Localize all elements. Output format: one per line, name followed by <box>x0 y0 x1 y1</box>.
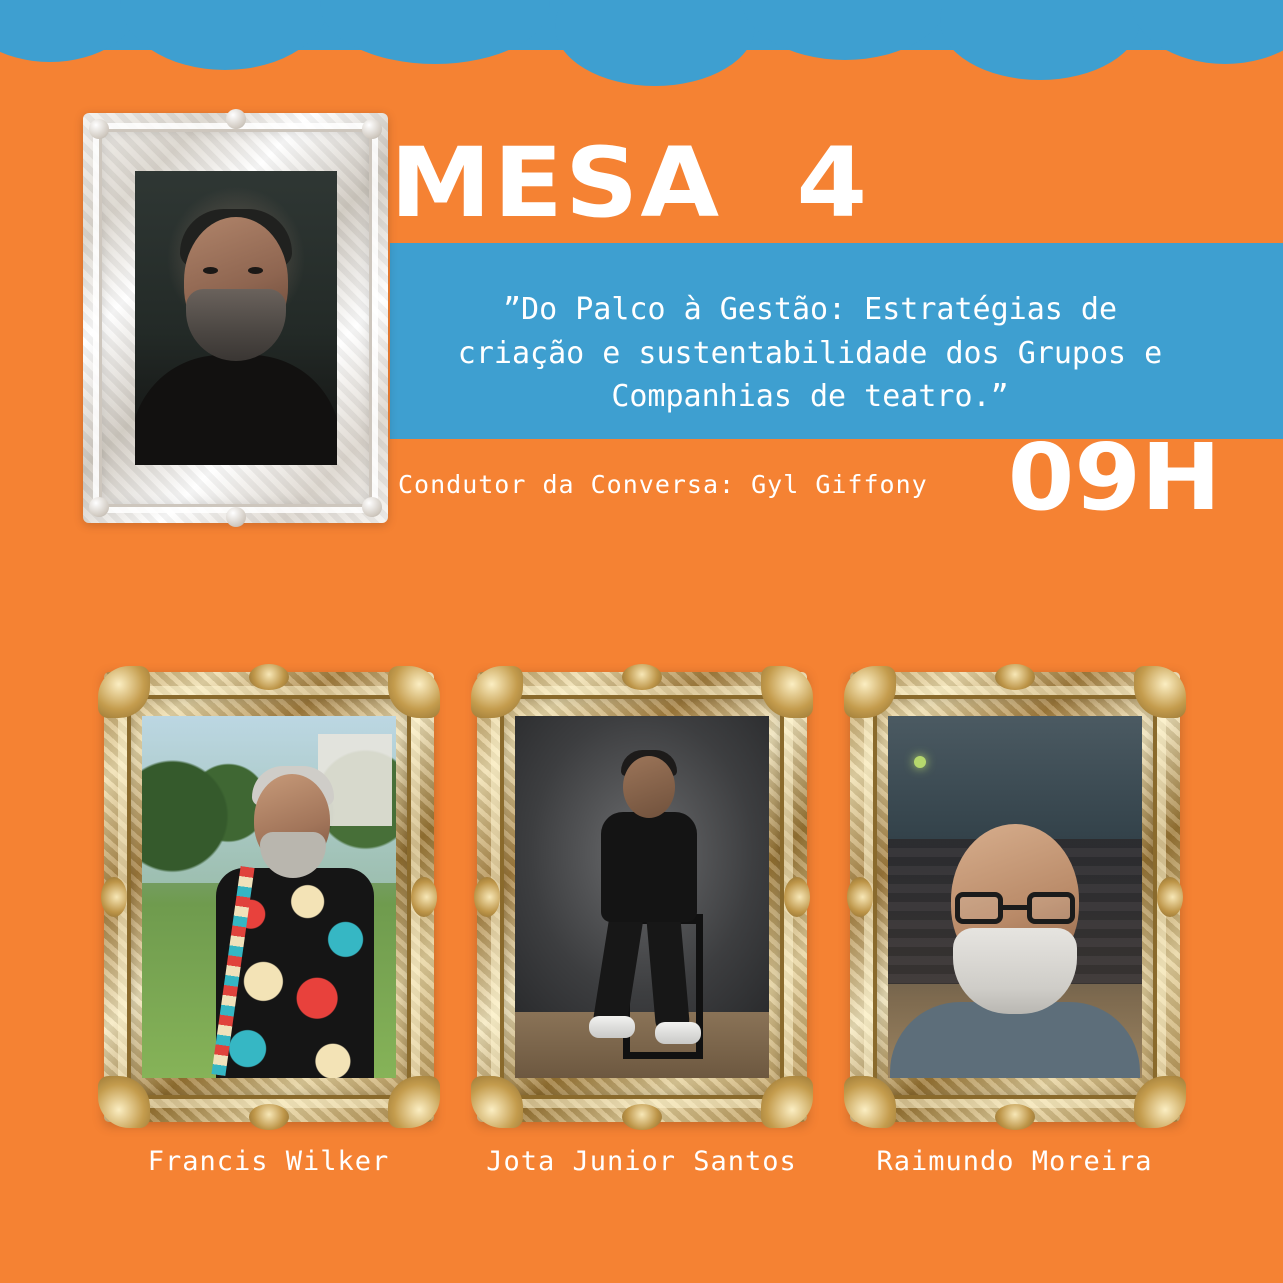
speaker-photo-jota-junior-santos <box>515 716 769 1078</box>
page-title: MESA 4 <box>390 127 870 239</box>
speaker-card <box>104 672 434 1177</box>
scallop-shape <box>320 0 550 64</box>
conductor-photo <box>135 171 337 465</box>
scallop-shape <box>940 0 1140 80</box>
speaker-photo-francis-wilker <box>142 716 396 1078</box>
speaker-card <box>850 672 1180 1177</box>
speaker-name: Francis Wilker <box>147 1146 390 1177</box>
speaker-name: Jota Junior Santos <box>486 1146 797 1177</box>
session-time: 09H <box>1007 424 1221 531</box>
scallop-shape <box>0 0 140 62</box>
session-theme: ”Do Palco à Gestão: Estratégias de criação e sustentabilidade dos Grupos e Companhias de teatro.” <box>457 292 1163 414</box>
gold-frame <box>850 672 1180 1122</box>
gold-frame <box>104 672 434 1122</box>
speaker-name: Raimundo Moreira <box>876 1146 1153 1177</box>
gold-frame <box>477 672 807 1122</box>
scallop-shape <box>1130 0 1283 64</box>
scallop-shape <box>555 0 755 86</box>
conductor-label: Condutor da Conversa: Gyl Giffony <box>398 470 928 499</box>
speaker-card <box>477 672 807 1177</box>
speakers-row <box>0 672 1283 1177</box>
conductor-portrait-frame <box>83 113 388 523</box>
scallop-band-base <box>0 0 1283 50</box>
scallop-shape <box>740 0 950 60</box>
speaker-photo-raimundo-moreira <box>888 716 1142 1078</box>
scalloped-top-border <box>0 0 1283 120</box>
scallop-shape <box>120 0 330 70</box>
